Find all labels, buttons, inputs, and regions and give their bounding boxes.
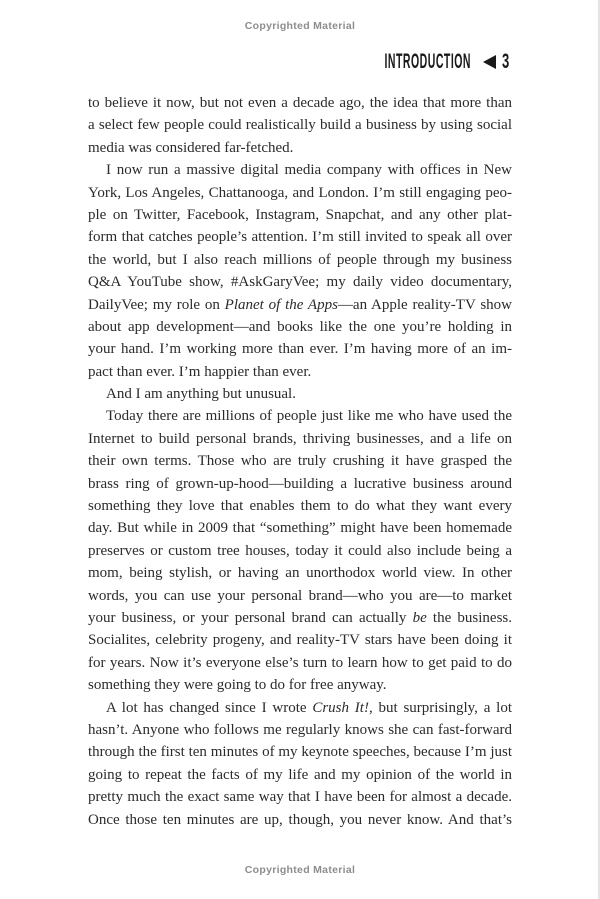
text-segment: your hand. I’m working more than ever. I’m having more of an im- [88,341,512,358]
text-segment: And I am anything but unusual. [106,386,296,403]
text-line [88,428,512,450]
text-line [88,92,512,114]
text-line [88,517,512,539]
text-segment: pretty much the exact same way that I have been for almost a decade. [88,789,512,806]
text-segment: something they were going to do for free anyway. [88,677,387,694]
text-segment: form that catches people’s attention. I’m still invited to speak all over [88,229,512,246]
text-line [88,361,512,383]
paragraph [88,697,512,831]
text-line [88,719,512,741]
text-segment: pact than ever. I’m happier than ever. [88,363,312,380]
text-segment: A lot has changed since I wrote [106,699,313,716]
text-segment: the business. [426,609,512,626]
text-segment: brass ring of grown-up-hood—building a lucrative business around [88,475,512,492]
text-line [88,159,512,181]
text-segment: Planet of the Apps [224,296,338,313]
text-line [88,786,512,808]
text-line [88,182,512,204]
text-line [88,405,512,427]
text-line [88,294,512,316]
text-segment: your business, or your personal brand can actually [88,609,413,626]
text-segment: the world, but I also reach millions of people through my business [88,251,512,268]
page-number: 3 [502,50,510,73]
paragraph [88,159,512,383]
text-segment: I now run a massive digital media company with offices in New [106,162,512,179]
text-segment: Crush It! [312,699,369,716]
text-segment: a select few people could realistically build a business by using social [88,117,512,134]
text-line [88,629,512,651]
text-segment: Socialites, celebrity progeny, and reality-TV stars have been doing it [88,632,512,649]
text-segment: hasn’t. Anyone who follows me regularly knows she can fast-forward [88,721,512,738]
text-segment: media was considered far-fetched. [88,139,294,156]
left-triangle-icon [483,55,496,69]
text-line [88,741,512,763]
text-segment: be [412,609,427,626]
paragraph [88,405,512,696]
text-line [88,495,512,517]
text-segment: —an Apple reality-TV show [337,296,512,313]
text-segment: day. But while in 2009 that “something” might have been homemade [88,520,512,537]
text-line [88,249,512,271]
text-line [88,338,512,360]
text-line [88,764,512,786]
text-segment: words, you can use your personal brand—who you are—to market [88,587,512,604]
text-line [88,204,512,226]
text-segment: their own terms. Those who are truly crushing it have grasped the [88,453,512,470]
text-segment: about app development—and books like the one you’re holding in [88,318,512,335]
text-line [88,809,512,831]
text-segment: going to repeat the facts of my life and my opinion of the world in [88,766,512,783]
text-segment: Once those ten minutes are up, though, you never know. And that’s [88,811,512,828]
text-line [88,674,512,696]
running-header [298,50,514,74]
text-line [88,607,512,629]
text-segment: , but surprisingly, a lot [368,699,512,716]
text-segment: mom, being stylish, or having an unorthodox world view. In other [88,565,512,582]
text-line [88,652,512,674]
text-line [88,562,512,584]
text-segment: Internet to build personal brands, thriving businesses, and a life on [88,430,512,447]
text-segment: York, Los Angeles, Chattanooga, and London. I’m still engaging peo- [88,184,512,201]
text-line [88,271,512,293]
text-line [88,697,512,719]
text-segment: preserves or custom tree houses, today it could also include being a [88,542,512,559]
text-segment: Today there are millions of people just like me who have used the [106,408,512,425]
copyright-notice-top: Copyrighted Material [244,20,356,32]
text-segment: something they love that enables them to do what they want every [88,498,512,515]
paragraph [88,383,512,405]
text-segment: through the first ten minutes of my keynote speeches, because I’m just [88,744,512,761]
text-line [88,473,512,495]
text-line [88,383,512,405]
text-segment: to believe it now, but not even a decade ago, the idea that more than [88,95,512,111]
body-text [88,92,512,831]
text-segment: for years. Now it’s everyone else’s turn to learn how to get paid to do [88,654,512,671]
text-segment: ple on Twitter, Facebook, Instagram, Snapchat, and any other plat- [88,206,512,223]
text-segment: DailyVee; my role on [88,296,225,313]
paragraph [88,92,512,159]
copyright-notice-bottom: Copyrighted Material [244,864,356,876]
text-line [88,226,512,248]
text-line [88,450,512,472]
text-line [88,137,512,159]
text-line [88,540,512,562]
text-segment: Q&A YouTube show, #AskGaryVee; my daily video documentary, [88,274,512,291]
text-line [88,585,512,607]
text-line [88,114,512,136]
text-line [88,316,512,338]
running-header-title: INTRODUCTION [384,50,472,73]
